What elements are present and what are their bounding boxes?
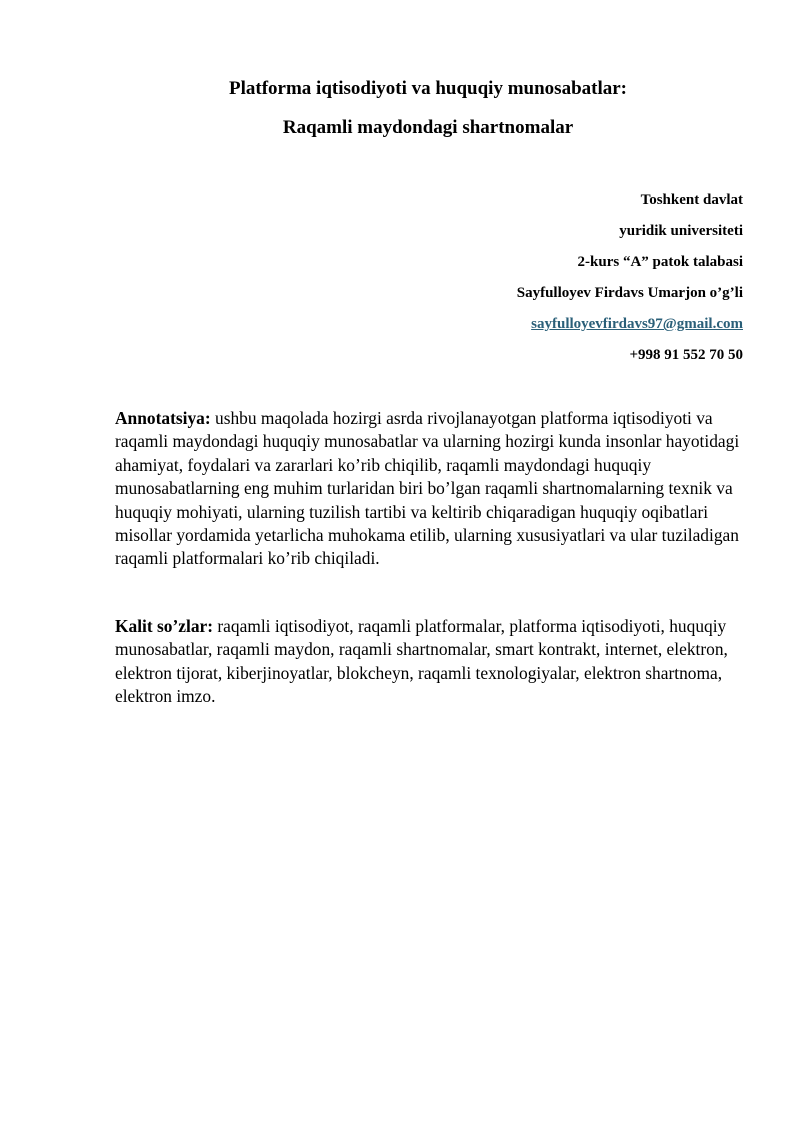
university-line-1: Toshkent davlat	[640, 192, 743, 208]
keywords-text: raqamli iqtisodiyot, raqamli platformalar, platforma iqtisodiyoti, huquqiy munosabatlar, raqamli maydon, raqamli shartnomalar, smart kontrakt, internet, elektron, elektron tijorat, kiberjinoyatlar, blokcheyn, raqamli texnologiyalar, elektron shartnoma, elektron imzo.	[115, 616, 728, 707]
keywords-paragraph	[115, 615, 755, 709]
abstract-label: Annotatsiya:	[115, 408, 211, 428]
email-line	[517, 314, 743, 345]
keywords-label: Kalit so’zlar:	[115, 616, 214, 636]
phone-line: +998 91 552 70 50	[629, 347, 743, 363]
author-info	[517, 190, 743, 376]
title-line-1: Platforma iqtisodiyoti va huquqiy munosabatlar:	[229, 78, 627, 99]
abstract-paragraph	[115, 407, 755, 571]
title-line-2: Raqamli maydondagi shartnomalar	[282, 117, 574, 138]
course-line: 2-kurs “A” patok talabasi	[577, 254, 743, 270]
university-line-2: yuridik universiteti	[619, 223, 743, 239]
abstract-text: ushbu maqolada hozirgi asrda rivojlanayotgan platforma iqtisodiyoti va raqamli maydondagi huquqiy munosabatlar va ularning hozirgi kunda insonlar hayotidagi ahamiyat, foydalari va zararlari ko’rib chiqilib, raqamli maydondagi huquqiy munosabatlarning eng muhim turlaridan biri bo’lgan raqamli shartnomalarning texnik va huquqiy mohiyati, ularning tuzilish tartibi va keltirib chiqaradigan huquqiy oqibatlari misollar yordamida yetarlicha muhokama etilib, ularning xususiyatlari va ular tuziladigan raqamli platformalari ko’rib chiqiladi.	[115, 408, 740, 569]
email-link[interactable]: sayfulloyevfirdavs97@gmail.com	[531, 316, 743, 332]
author-name: Sayfulloyev Firdavs Umarjon o’g’li	[516, 285, 743, 301]
